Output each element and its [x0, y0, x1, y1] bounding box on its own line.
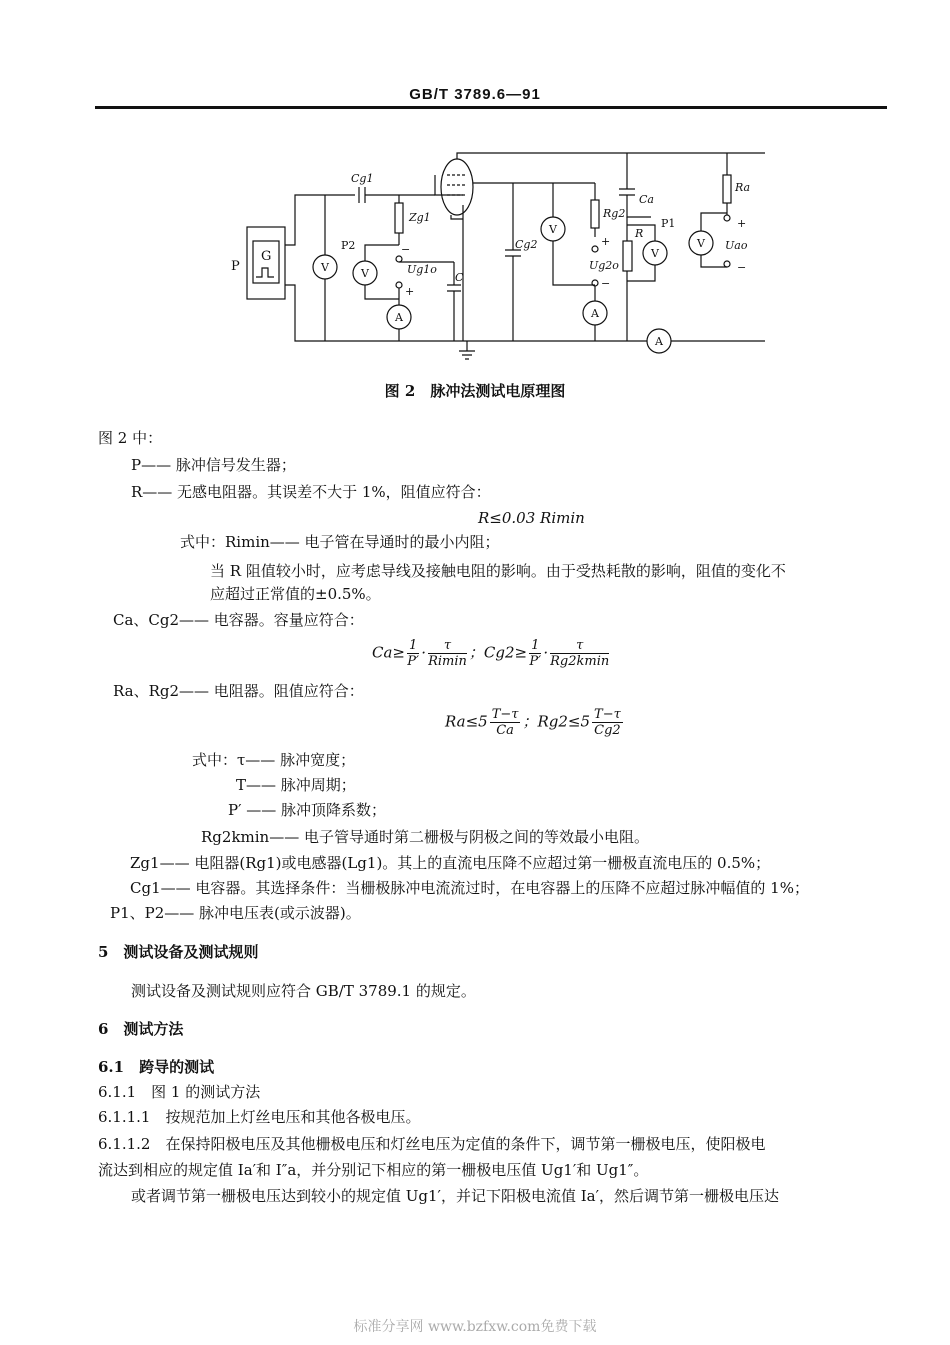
resistor-rg2: [591, 200, 599, 228]
svg-text:V: V: [361, 267, 369, 280]
label-P: P: [231, 259, 240, 274]
formula-c: Ca≥ $\frac{1}{P'}$ · $\frac{\tau}{Rimin}$ ；Cg2≥ $\frac{1}{P'}$ · $\frac{\tau}{Rg2kmin}$: [372, 638, 610, 669]
svg-text:P1: P1: [661, 217, 676, 230]
svg-text:A: A: [655, 335, 663, 348]
figure-caption: 图 2 脉冲法测试电原理图: [384, 382, 566, 400]
intro: 图 2 中：: [98, 429, 163, 447]
svg-text:+: +: [737, 217, 747, 230]
section-6-1-1-2-cont: 流达到相应的规定值 Ia′和 I″a，并分别记下相应的第一栅极电压值 Ug1′和 Ug1″。: [98, 1161, 649, 1179]
resistor-ra: [723, 175, 731, 203]
svg-text:A: A: [395, 311, 403, 324]
svg-text:Ra: Ra: [735, 181, 751, 194]
electron-tube: [441, 159, 473, 215]
capacitor-ca: [619, 189, 635, 195]
capacitor-cg1: [359, 187, 365, 203]
section-6-1-1-2-alt: 或者调节第一栅极电压达到较小的规定值 Ug1′，并记下阳极电流值 Ia′，然后调节第一栅极电压达: [131, 1187, 780, 1205]
section-6-1-1: 6.1.1 图 1 的测试方法: [98, 1083, 261, 1101]
svg-text:V: V: [651, 247, 659, 260]
section-6-title: 6 测试方法: [98, 1020, 184, 1038]
section-5-text: 测试设备及测试规则应符合 GB/T 3789.1 的规定。: [131, 982, 476, 1000]
pulse-icon: [256, 268, 274, 277]
section-6-1-1-1: 6.1.1.1 按规范加上灯丝电压和其他各极电压。: [98, 1108, 421, 1126]
svg-text:Ug2o: Ug2o: [589, 259, 619, 272]
def-cg1: Cg1—— 电容器。其选择条件：当栅极脉冲电流流过时，在电容器上的压降不应超过脉冲幅值的 1%；: [130, 879, 809, 897]
svg-text:Rg2: Rg2: [603, 207, 626, 220]
svg-text:−: −: [601, 277, 611, 290]
def-rg2kmin: Rg2kmin—— 电子管导通时第二栅极与阴极之间的等效最小电阻。: [201, 828, 649, 846]
svg-text:V: V: [321, 261, 329, 274]
section-6-1: 6.1 跨导的测试: [98, 1058, 215, 1076]
section-6-1-1-2: 6.1.1.2 在保持阳极电压及其他栅极电压和灯丝电压为定值的条件下，调节第一栅极电压，使阳极电: [98, 1135, 766, 1153]
svg-text:Ug1o: Ug1o: [407, 263, 437, 276]
svg-text:Cg1: Cg1: [351, 172, 374, 185]
def-tau: 式中：τ—— 脉冲宽度；: [192, 751, 356, 769]
circuit-diagram: [225, 145, 765, 360]
svg-text:Zg1: Zg1: [409, 211, 431, 224]
formula-r: R≤0.03 Rimin: [478, 509, 585, 527]
watermark: 标准分享网 www.bzfxw.com免费下载: [353, 1319, 597, 1335]
ground-symbol: [459, 341, 475, 359]
svg-text:R: R: [635, 227, 644, 240]
section-5-title: 5 测试设备及测试规则: [98, 943, 259, 961]
svg-text:Uao: Uao: [725, 239, 748, 252]
svg-text:−: −: [401, 243, 411, 256]
svg-text:P2: P2: [341, 239, 356, 252]
document-code: GB/T 3789.6—91: [409, 86, 541, 103]
label-G: G: [261, 249, 272, 264]
impedance-zg1: [395, 203, 403, 233]
r-note-1: 当 R 阻值较小时，应考虑导线及接触电阻的影响。由于受热耗散的影响，阻值的变化不: [210, 562, 786, 580]
svg-text:A: A: [591, 307, 599, 320]
svg-text:V: V: [697, 237, 705, 250]
svg-text:−: −: [737, 261, 747, 274]
formula-ra: Ra≤5 $\frac{T-\tau}{Ca}$ ；Rg2≤5 $\frac{T-\tau}{Cg2}$: [445, 707, 621, 738]
def-p: P—— 脉冲信号发生器；: [131, 456, 296, 474]
svg-text:+: +: [601, 235, 611, 248]
capacitor-c: [447, 285, 461, 291]
svg-text:+: +: [405, 285, 415, 298]
def-pprime: P′ —— 脉冲顶降系数；: [228, 801, 387, 819]
def-p12: P1、P2—— 脉冲电压表(或示波器)。: [110, 904, 361, 922]
svg-text:Ca: Ca: [639, 193, 654, 206]
header-rule: [95, 106, 887, 109]
def-r: R—— 无感电阻器。其误差不大于 1%，阻值应符合：: [131, 483, 491, 501]
svg-text:C: C: [455, 271, 464, 284]
svg-text:V: V: [549, 223, 557, 236]
def-ra: Ra、Rg2—— 电阻器。阻值应符合：: [113, 682, 364, 700]
svg-text:Cg2: Cg2: [515, 238, 538, 251]
def-zg1: Zg1—— 电阻器(Rg1)或电感器(Lg1)。其上的直流电压降不应超过第一栅极直流电压的 0.5%；: [130, 854, 771, 872]
def-c: Ca、Cg2—— 电容器。容量应符合：: [113, 611, 364, 629]
def-r-where: 式中：Rimin—— 电子管在导通时的最小内阻；: [180, 533, 500, 551]
def-t: T—— 脉冲周期；: [236, 776, 356, 794]
resistor-r: [623, 241, 632, 271]
r-note-2: 应超过正常值的±0.5%。: [210, 585, 381, 603]
